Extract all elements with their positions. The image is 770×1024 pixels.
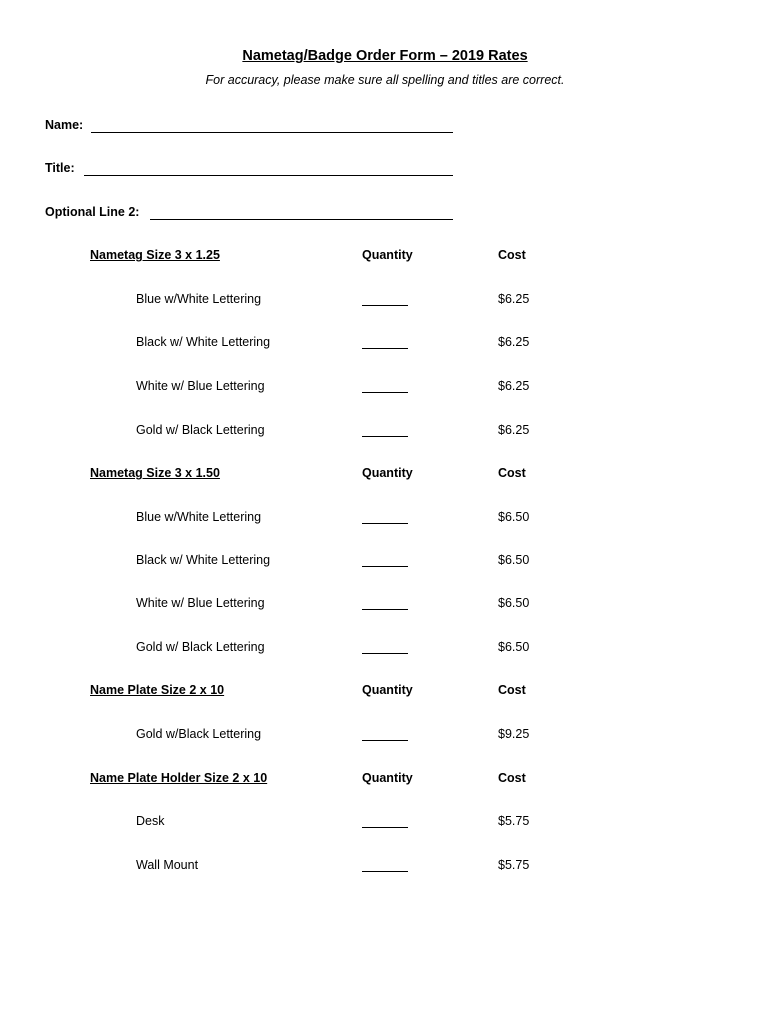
quantity-blank[interactable] [362, 392, 408, 393]
name-field-row [45, 118, 455, 134]
quantity-blank[interactable] [362, 305, 408, 306]
item-row [0, 640, 770, 658]
item-label: Gold w/ Black Lettering [136, 640, 265, 654]
section-header [0, 771, 770, 789]
item-cost: $6.50 [498, 596, 530, 610]
form-title: Nametag/Badge Order Form – 2019 Rates [242, 48, 528, 64]
title-field-row [45, 161, 455, 177]
item-row [0, 858, 770, 876]
title-label: Title: [45, 161, 75, 175]
name-field[interactable] [91, 118, 453, 133]
quantity-blank[interactable] [362, 653, 408, 654]
quantity-blank[interactable] [362, 827, 408, 828]
optional-line-field[interactable] [150, 205, 453, 220]
quantity-header: Quantity [362, 248, 413, 262]
item-label: Gold w/ Black Lettering [136, 423, 265, 437]
item-cost: $9.25 [498, 727, 530, 741]
item-cost: $6.25 [498, 292, 530, 306]
cost-header: Cost [498, 466, 526, 480]
item-row [0, 510, 770, 528]
quantity-blank[interactable] [362, 566, 408, 567]
item-row [0, 379, 770, 397]
item-cost: $5.75 [498, 814, 530, 828]
optional-line-row [45, 205, 455, 221]
item-row [0, 814, 770, 832]
item-cost: $6.50 [498, 553, 530, 567]
optional-line-label: Optional Line 2: [45, 205, 140, 219]
quantity-blank[interactable] [362, 740, 408, 741]
cost-header: Cost [498, 683, 526, 697]
section-label: Nametag Size 3 x 1.50 [90, 466, 220, 480]
quantity-header: Quantity [362, 683, 413, 697]
section-header [0, 683, 770, 701]
quantity-blank[interactable] [362, 871, 408, 872]
section-header [0, 466, 770, 484]
section-label: Name Plate Size 2 x 10 [90, 683, 225, 697]
item-label: Desk [136, 814, 165, 828]
section-label: Nametag Size 3 x 1.25 [90, 248, 220, 262]
title-field[interactable] [84, 161, 453, 176]
item-label: Blue w/White Lettering [136, 292, 262, 306]
item-cost: $6.50 [498, 510, 530, 524]
item-row [0, 335, 770, 353]
section-label: Name Plate Holder Size 2 x 10 [90, 771, 268, 785]
quantity-blank[interactable] [362, 436, 408, 437]
item-row [0, 292, 770, 310]
item-label: Black w/ White Lettering [136, 553, 271, 567]
quantity-header: Quantity [362, 466, 413, 480]
item-row [0, 596, 770, 614]
item-row [0, 727, 770, 745]
item-cost: $6.25 [498, 335, 530, 349]
item-label: Blue w/White Lettering [136, 510, 262, 524]
item-label: Wall Mount [136, 858, 199, 872]
quantity-blank[interactable] [362, 523, 408, 524]
item-label: Black w/ White Lettering [136, 335, 271, 349]
item-label: Gold w/Black Lettering [136, 727, 262, 741]
item-label: White w/ Blue Lettering [136, 379, 265, 393]
form-subtitle: For accuracy, please make sure all spelling and titles are correct. [205, 73, 565, 87]
item-label: White w/ Blue Lettering [136, 596, 265, 610]
item-row [0, 553, 770, 571]
name-label: Name: [45, 118, 84, 132]
quantity-blank[interactable] [362, 609, 408, 610]
cost-header: Cost [498, 248, 526, 262]
cost-header: Cost [498, 771, 526, 785]
item-cost: $6.25 [498, 423, 530, 437]
quantity-blank[interactable] [362, 348, 408, 349]
item-cost: $6.50 [498, 640, 530, 654]
quantity-header: Quantity [362, 771, 413, 785]
item-cost: $6.25 [498, 379, 530, 393]
item-row [0, 423, 770, 441]
section-header [0, 248, 770, 266]
item-cost: $5.75 [498, 858, 530, 872]
